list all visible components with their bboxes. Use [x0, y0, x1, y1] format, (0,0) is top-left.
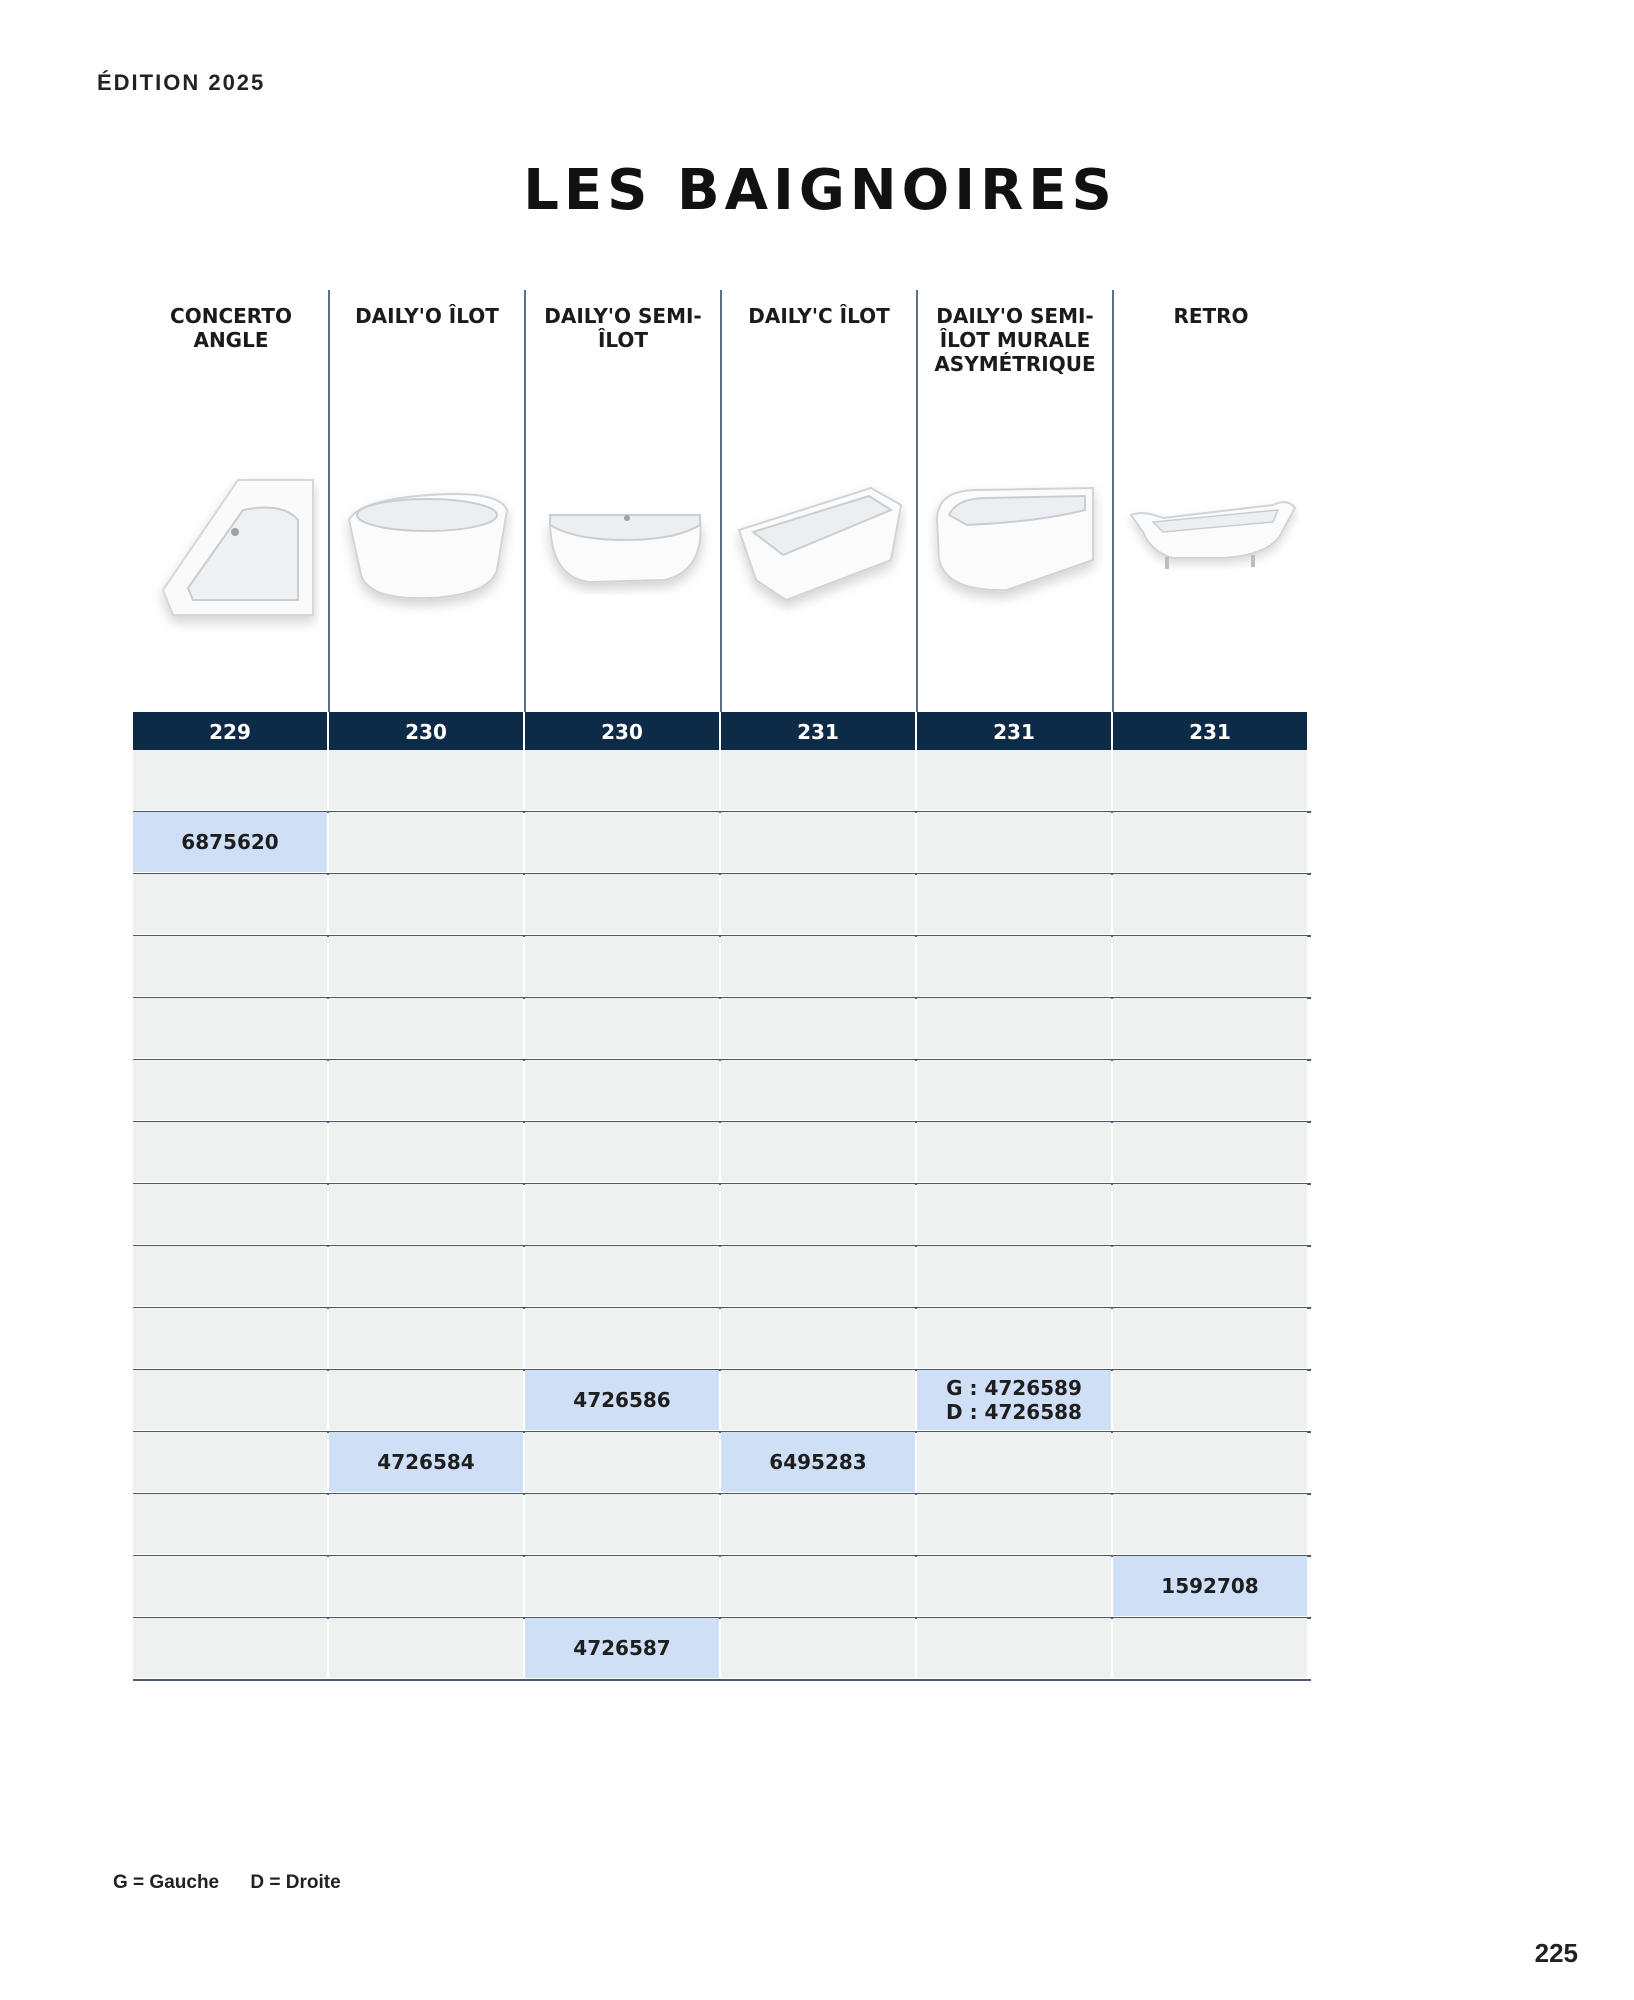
table-cell — [721, 750, 915, 810]
table-cell — [917, 1494, 1111, 1554]
table-cell — [133, 1308, 327, 1368]
table-cell — [1113, 1370, 1307, 1430]
row-divider — [133, 1679, 1311, 1681]
table-row — [133, 1556, 1311, 1618]
table-cell — [917, 1060, 1111, 1120]
table-cell — [917, 1122, 1111, 1182]
product-name: DAILY'O ÎLOT — [355, 304, 499, 328]
table-cell — [525, 936, 719, 996]
rectangular-freestanding-bathtub-icon — [731, 460, 907, 640]
table-row — [133, 1122, 1311, 1184]
table-cell — [133, 1370, 327, 1430]
table-cell — [133, 1122, 327, 1182]
reference-cell — [1113, 1556, 1307, 1616]
table-row — [133, 812, 1311, 874]
page-reference: 231 — [721, 712, 915, 750]
reference-cell — [917, 1370, 1111, 1430]
page-reference: 229 — [133, 712, 327, 750]
table-cell — [525, 1184, 719, 1244]
reference-code: D : 4726588 — [946, 1400, 1082, 1424]
table-row — [133, 874, 1311, 936]
page-reference-row — [133, 712, 1311, 750]
product-name: DAILY'C ÎLOT — [748, 304, 890, 328]
table-cell — [525, 1308, 719, 1368]
table-cell — [329, 1308, 523, 1368]
reference-code: 4726584 — [377, 1450, 475, 1474]
table-cell — [721, 1184, 915, 1244]
product-column — [525, 290, 721, 712]
table-cell — [721, 1308, 915, 1368]
table-cell — [329, 1246, 523, 1306]
edition-label: ÉDITION 2025 — [97, 70, 266, 95]
table-cell — [329, 812, 523, 872]
table-cell — [133, 874, 327, 934]
table-cell — [1113, 1184, 1307, 1244]
page-reference: 231 — [1113, 712, 1307, 750]
table-cell — [329, 1370, 523, 1430]
table-cell — [721, 1060, 915, 1120]
table-cell — [721, 1618, 915, 1678]
table-cell — [721, 1122, 915, 1182]
table-cell — [917, 1618, 1111, 1678]
table-cell — [721, 1246, 915, 1306]
table-row — [133, 750, 1311, 812]
table-cell — [133, 1494, 327, 1554]
table-row — [133, 1494, 1311, 1556]
product-name: RETRO — [1173, 304, 1249, 328]
table-cell — [133, 1246, 327, 1306]
table-cell — [329, 998, 523, 1058]
page-reference: 230 — [525, 712, 719, 750]
reference-cell — [133, 812, 327, 872]
table-cell — [329, 1184, 523, 1244]
table-cell — [525, 812, 719, 872]
table-cell — [1113, 936, 1307, 996]
table-cell — [1113, 1494, 1307, 1554]
freestanding-bathtub-icon — [339, 460, 515, 640]
table-row — [133, 1246, 1311, 1308]
reference-cell — [329, 1432, 523, 1492]
table-cell — [329, 750, 523, 810]
table-cell — [721, 812, 915, 872]
table-row — [133, 1618, 1311, 1680]
table-cell — [525, 1494, 719, 1554]
reference-code: 6495283 — [769, 1450, 867, 1474]
table-cell — [1113, 1618, 1307, 1678]
page-reference: 231 — [917, 712, 1111, 750]
product-column — [133, 290, 329, 712]
table-cell — [133, 1618, 327, 1678]
table-cell — [329, 1494, 523, 1554]
semi-freestanding-bathtub-icon — [535, 460, 711, 640]
reference-cell — [525, 1618, 719, 1678]
product-column — [1113, 290, 1309, 712]
legend — [113, 1872, 367, 1894]
table-cell — [329, 1122, 523, 1182]
table-cell — [917, 750, 1111, 810]
legend-right: D = Droite — [250, 1872, 341, 1893]
table-cell — [133, 1432, 327, 1492]
product-column — [721, 290, 917, 712]
asymmetric-wall-bathtub-icon — [927, 460, 1103, 640]
table-cell — [525, 1432, 719, 1492]
table-cell — [133, 1060, 327, 1120]
page-number: 225 — [1534, 1938, 1578, 1968]
table-cell — [329, 1060, 523, 1120]
table-cell — [1113, 812, 1307, 872]
clawfoot-bathtub-icon — [1123, 460, 1299, 640]
corner-bathtub-icon — [143, 460, 319, 640]
table-row — [133, 1370, 1311, 1432]
reference-code: G : 4726589 — [946, 1376, 1082, 1400]
table-cell — [721, 1494, 915, 1554]
table-cell — [721, 874, 915, 934]
table-row — [133, 1060, 1311, 1122]
legend-left: G = Gauche — [113, 1872, 220, 1893]
reference-cell — [525, 1370, 719, 1430]
table-cell — [525, 998, 719, 1058]
product-column — [917, 290, 1113, 712]
table-cell — [133, 750, 327, 810]
table-cell — [917, 1308, 1111, 1368]
table-cell — [525, 1246, 719, 1306]
reference-code: 4726587 — [573, 1636, 671, 1660]
table-cell — [133, 1556, 327, 1616]
table-cell — [1113, 1246, 1307, 1306]
table-cell — [917, 874, 1111, 934]
table-cell — [721, 1556, 915, 1616]
table-cell — [721, 998, 915, 1058]
table-cell — [1113, 998, 1307, 1058]
table-row — [133, 1184, 1311, 1246]
table-cell — [525, 750, 719, 810]
table-cell — [917, 812, 1111, 872]
table-cell — [1113, 1308, 1307, 1368]
table-cell — [721, 936, 915, 996]
reference-cell — [721, 1432, 915, 1492]
table-cell — [329, 1556, 523, 1616]
table-cell — [525, 1122, 719, 1182]
table-cell — [917, 998, 1111, 1058]
table-row — [133, 1308, 1311, 1370]
table-row — [133, 1432, 1311, 1494]
reference-code: 4726586 — [573, 1388, 671, 1412]
table-cell — [1113, 874, 1307, 934]
table-cell — [917, 1184, 1111, 1244]
table-row — [133, 998, 1311, 1060]
table-cell — [1113, 750, 1307, 810]
table-cell — [133, 998, 327, 1058]
product-name: DAILY'O SEMI-ÎLOT MURALE ASYMÉTRIQUE — [934, 304, 1096, 376]
table-cell — [525, 1060, 719, 1120]
table-cell — [133, 1184, 327, 1244]
page-title: LES BAIGNOIRES — [523, 158, 1117, 223]
table-cell — [329, 874, 523, 934]
table-row — [133, 936, 1311, 998]
table-cell — [133, 936, 327, 996]
table-cell — [1113, 1060, 1307, 1120]
table-cell — [1113, 1432, 1307, 1492]
table-cell — [917, 1556, 1111, 1616]
table-cell — [917, 936, 1111, 996]
table-cell — [329, 1618, 523, 1678]
page-reference: 230 — [329, 712, 523, 750]
product-name: DAILY'O SEMI-ÎLOT — [544, 304, 702, 352]
table-cell — [329, 936, 523, 996]
table-cell — [917, 1432, 1111, 1492]
product-name: CONCERTO ANGLE — [170, 304, 292, 352]
table-cell — [525, 874, 719, 934]
product-column — [329, 290, 525, 712]
table-cell — [1113, 1122, 1307, 1182]
product-header — [133, 290, 1313, 712]
table-cell — [917, 1246, 1111, 1306]
reference-code: 6875620 — [181, 830, 279, 854]
table-cell — [721, 1370, 915, 1430]
table-cell — [525, 1556, 719, 1616]
reference-code: 1592708 — [1161, 1574, 1259, 1598]
